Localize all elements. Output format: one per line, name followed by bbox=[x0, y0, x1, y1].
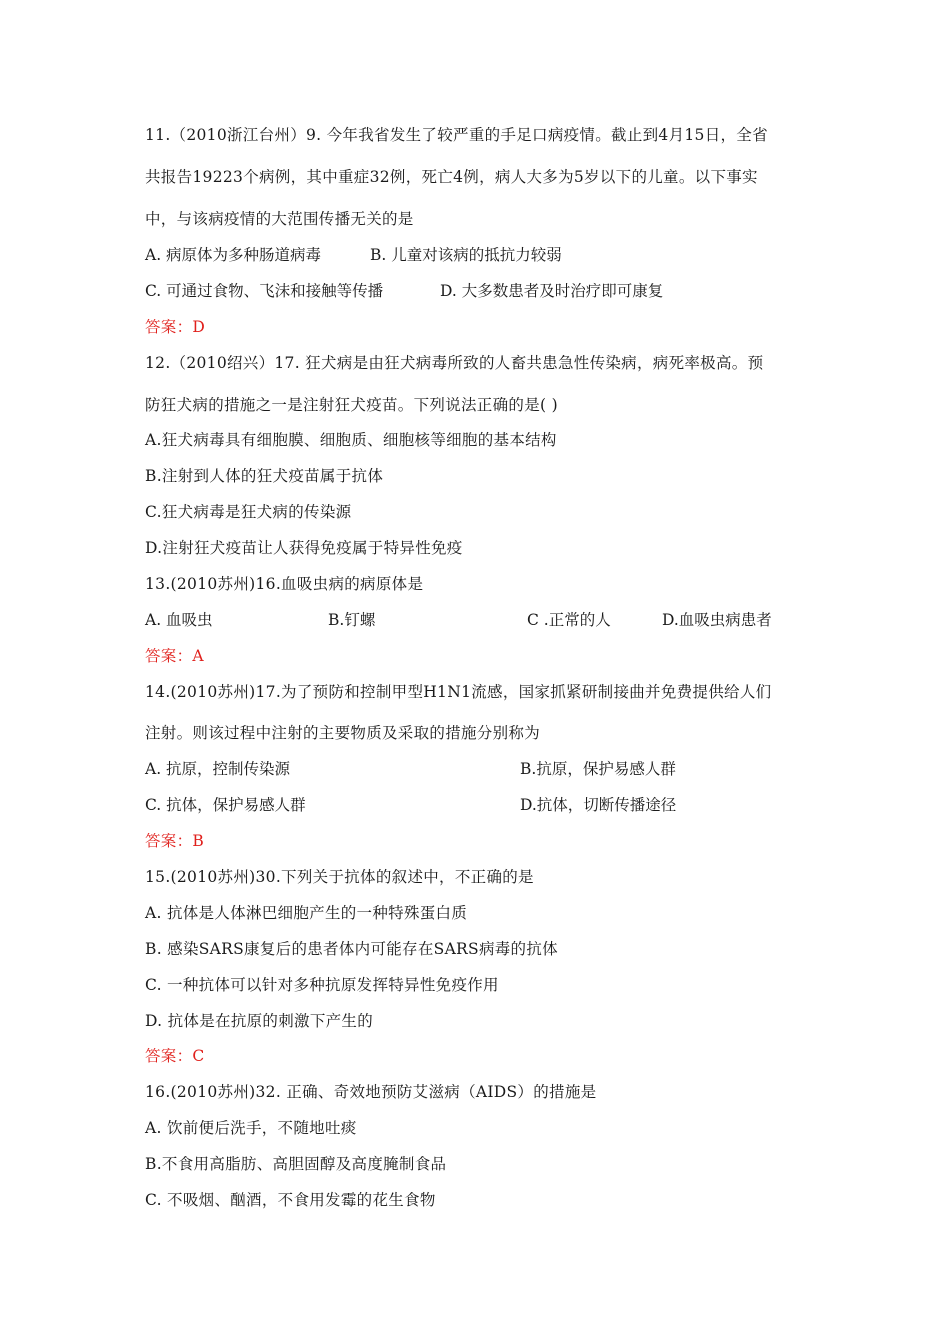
question-13-answer: 答案：A bbox=[145, 647, 204, 665]
question-14-option-d: D.抗体，切断传播途径 bbox=[520, 796, 677, 814]
question-11-line-3: 中，与该病疫情的大范围传播无关的是 bbox=[145, 210, 414, 228]
question-14-line-2: 注射。则该过程中注射的主要物质及采取的措施分别称为 bbox=[145, 724, 541, 742]
question-14-option-a: A. 抗原，控制传染源 bbox=[145, 760, 291, 778]
question-11-line-1: 11.（2010浙江台州）9. 今年我省发生了较严重的手足口病疫情。截止到4月15日，全省 bbox=[145, 126, 768, 144]
question-16-line-1: 16.(2010苏州)32. 正确、奇效地预防艾滋病（AIDS）的措施是 bbox=[145, 1083, 597, 1101]
question-13-option-b: B.钉螺 bbox=[328, 611, 376, 629]
question-12-line-2: 防狂犬病的措施之一是注射狂犬疫苗。下列说法正确的是( ) bbox=[145, 396, 558, 414]
question-15-option-d: D. 抗体是在抗原的刺激下产生的 bbox=[145, 1012, 374, 1030]
question-15-option-a: A. 抗体是人体淋巴细胞产生的一种特殊蛋白质 bbox=[145, 904, 468, 922]
question-12-option-b: B.注射到人体的狂犬疫苗属于抗体 bbox=[145, 467, 384, 485]
question-12-option-c: C.狂犬病毒是狂犬病的传染源 bbox=[145, 503, 352, 521]
question-15-option-c: C. 一种抗体可以针对多种抗原发挥特异性免疫作用 bbox=[145, 976, 499, 994]
question-11-option-a: A. 病原体为多种肠道病毒 bbox=[145, 246, 322, 264]
question-12-line-1: 12.（2010绍兴）17. 狂犬病是由狂犬病毒所致的人畜共患急性传染病，病死率极高。预 bbox=[145, 354, 764, 372]
question-16-option-b: B.不食用高脂肪、高胆固醇及高度腌制食品 bbox=[145, 1155, 447, 1173]
question-11-answer: 答案：D bbox=[145, 318, 206, 336]
question-11-option-b: B. 儿童对该病的抵抗力较弱 bbox=[370, 246, 562, 264]
question-16-option-c: C. 不吸烟、酗酒，不食用发霉的花生食物 bbox=[145, 1191, 436, 1209]
question-11-option-d: D. 大多数患者及时治疗即可康复 bbox=[440, 282, 664, 300]
question-13-option-a: A. 血吸虫 bbox=[145, 611, 213, 629]
question-12-option-a: A.狂犬病毒具有细胞膜、细胞质、细胞核等细胞的基本结构 bbox=[145, 431, 557, 449]
question-14-option-b: B.抗原，保护易感人群 bbox=[520, 760, 676, 778]
question-15-option-b: B. 感染SARS康复后的患者体内可能存在SARS病毒的抗体 bbox=[145, 940, 558, 958]
question-11-line-2: 共报告19223个病例，其中重症32例，死亡4例，病人大多为5岁以下的儿童。以下事实 bbox=[145, 168, 758, 186]
question-15-line-1: 15.(2010苏州)30.下列关于抗体的叙述中，不正确的是 bbox=[145, 868, 534, 886]
question-14-line-1: 14.(2010苏州)17.为了预防和控制甲型H1N1流感，国家抓紧研制接曲并免费提供给人们 bbox=[145, 683, 772, 701]
question-12-option-d: D.注射狂犬疫苗让人获得免疫属于特异性免疫 bbox=[145, 539, 463, 557]
question-11-option-c: C. 可通过食物、飞沫和接触等传播 bbox=[145, 282, 384, 300]
question-14-option-c: C. 抗体，保护易感人群 bbox=[145, 796, 306, 814]
question-16-option-a: A. 饮前便后洗手，不随地吐痰 bbox=[145, 1119, 357, 1137]
question-14-answer: 答案：B bbox=[145, 832, 205, 850]
question-13-line-1: 13.(2010苏州)16.血吸虫病的病原体是 bbox=[145, 575, 424, 593]
question-13-option-d: D.血吸虫病患者 bbox=[662, 611, 772, 629]
question-13-option-c: C .正常的人 bbox=[527, 611, 611, 629]
question-15-answer: 答案：C bbox=[145, 1047, 205, 1065]
